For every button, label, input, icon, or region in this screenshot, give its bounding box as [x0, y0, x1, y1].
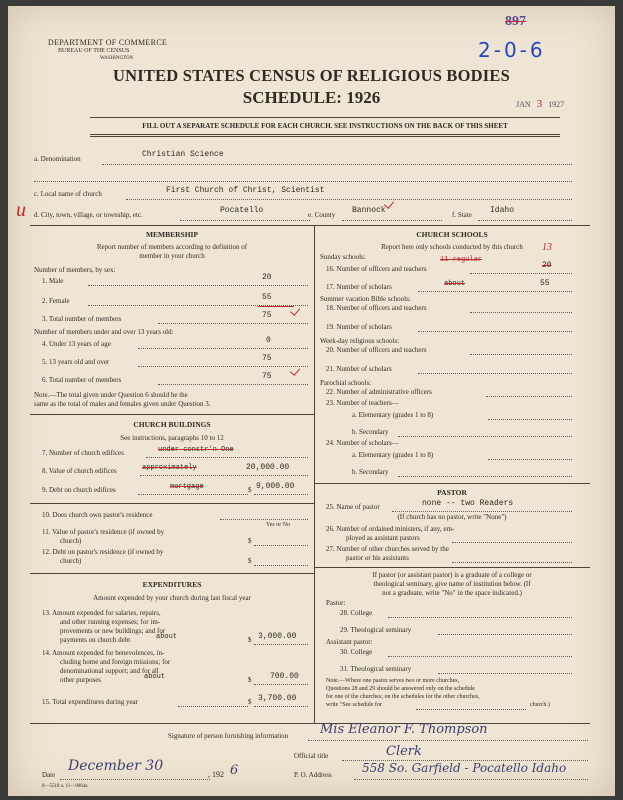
state-label: f. State [452, 211, 472, 219]
sunday-note: 11 regular [440, 256, 483, 264]
q19-label: 19. Number of scholars [326, 323, 392, 331]
q24a-label: a. Elementary (grades 1 to 8) [352, 451, 434, 459]
q8-label: 8. Value of church edifices [42, 467, 117, 475]
official-title-label: Official title [294, 752, 329, 760]
address-value: 558 So. Garfield - Pocatello Idaho [362, 761, 567, 775]
address-label: P. O. Address [294, 771, 332, 779]
q13-dollar: $ [248, 636, 252, 644]
q5-label: 5. 13 years old and over [42, 358, 110, 366]
schools-intro: Report here only schools conducted by this church [381, 243, 523, 251]
county-value: Bannock [352, 206, 386, 215]
q23-label: 23. Number of teachers— [326, 399, 399, 407]
q1-value: 20 [262, 273, 272, 282]
state-value: Idaho [490, 206, 515, 215]
q11-label-1: 11. Value of pastor's residence (if owned by [42, 528, 165, 536]
q13-line-3: provements or new buildings; and for [60, 627, 166, 635]
q14-note: about [144, 673, 166, 681]
q14-amount: 700.00 [270, 672, 299, 681]
signature-label: Signature of person furnishing information [168, 732, 289, 740]
membership-intro-1: Report number of members according to definition of [96, 243, 248, 251]
q30-label: 30. College [340, 648, 373, 656]
q9-amount: 9,000.00 [256, 482, 295, 491]
pastor-note-3: for one of the churches; on the schedules for the other churches, [326, 694, 480, 700]
received-date-stamp: JAN 3 1927 [516, 98, 565, 110]
pastor-note-end: church.) [530, 702, 550, 708]
expenditures-intro: Amount expended by your church during last fiscal year [93, 594, 251, 602]
q7-label: 7. Number of church edifices [42, 449, 124, 457]
year-digit: 6 [230, 763, 239, 778]
official-title-value: Clerk [386, 744, 422, 759]
schools-heading: CHURCH SCHOOLS [416, 230, 488, 239]
q3-value: 75 [262, 311, 272, 320]
by-sex-label: Number of members, by sex: [34, 266, 116, 274]
pastor-heading: PASTOR [437, 488, 467, 497]
q14-dollar: $ [248, 676, 252, 684]
weekday-label: Week-day religious schools: [320, 337, 400, 345]
parochial-label: Parochial schools: [320, 379, 372, 387]
sunday-label: Sunday schools: [320, 253, 366, 261]
q23a-label: a. Elementary (grades 1 to 8) [352, 411, 434, 419]
q15-dollar: $ [248, 698, 252, 706]
q9-label: 9. Debt on church edifices [42, 486, 116, 494]
print-code: 8—5518 a. 11—9064a [42, 784, 88, 789]
q9-dollar: $ [248, 486, 252, 494]
bureau-label: BUREAU OF THE CENSUS [58, 48, 130, 54]
q14-line-2: cluding home and foreign missions; for [60, 658, 171, 666]
q2-label: 2. Female [42, 297, 70, 305]
q5-value: 75 [262, 354, 272, 363]
q2-value: 55 [262, 293, 272, 302]
date-label: Date [42, 771, 56, 779]
q18-label: 18. Number of officers and teachers [326, 304, 427, 312]
q14-line-3: denominational support; and for all [60, 667, 159, 675]
q23b-label: b. Secondary [352, 428, 389, 436]
q13-line-2: and other running expenses; for im- [60, 618, 161, 626]
q26-label-1: 26. Number of ordained ministers, if any, em- [326, 525, 455, 533]
q8-amount: 20,000.00 [246, 463, 290, 472]
form-number: 897 [505, 14, 526, 29]
seminary-text-3: not a graduate, write "No" in the space indicated.) [382, 589, 522, 597]
q13-line-1: 13. Amount expended for salaries, repairs, [42, 609, 161, 617]
year-prefix: , 192 [208, 770, 224, 779]
q9-note: mortgage [170, 483, 204, 491]
seminary-text-2: theological seminary, give name of institution below. (If [373, 580, 531, 588]
q16-label: 16. Number of officers and teachers [326, 265, 427, 273]
signature-value: Mis Eleanor F. Thompson [320, 722, 488, 737]
q29-label: 29. Theological seminary [340, 626, 412, 634]
pastor-note-1: Note.—Where one pastor serves two or more churches, [326, 678, 460, 684]
q6-label: 6. Total number of members [42, 376, 122, 384]
age-label: Number of members under and over 13 years old: [34, 328, 174, 336]
membership-intro-2: member in your church [139, 252, 205, 260]
q15-amount: 3,700.00 [258, 694, 297, 703]
q31-label: 31. Theological seminary [340, 665, 412, 673]
q4-label: 4. Under 13 years of age [42, 340, 111, 348]
census-schedule-sheet [8, 6, 615, 796]
q24b-label: b. Secondary [352, 468, 389, 476]
q24-label: 24. Number of scholars— [326, 439, 399, 447]
asst-pastor-label: Assistant pastor: [326, 638, 373, 646]
church-name-value: First Church of Christ, Scientist [166, 186, 325, 195]
buildings-intro: See instructions, paragraphs 10 to 12 [120, 434, 224, 442]
department-label: DEPARTMENT OF COMMERCE [48, 38, 168, 47]
q6-value: 75 [262, 372, 272, 381]
date-value: December 30 [68, 758, 164, 774]
blue-handwritten-number: 2-0-6 [478, 38, 546, 62]
q11-dollar: $ [248, 537, 252, 545]
membership-note-2: same as the total of males and females given under Question 3. [34, 400, 211, 408]
margin-mark: u [16, 199, 26, 221]
buildings-heading: CHURCH BUILDINGS [133, 420, 211, 429]
q17-note: about [444, 280, 466, 288]
schedule-title: SCHEDULE: 1926 [242, 88, 381, 107]
denomination-label: a. Denomination [34, 155, 81, 163]
city-value: Pocatello [220, 206, 264, 215]
city-label-field: d. City, town, village, or township, etc. [34, 211, 143, 219]
q27-label-1: 27. Number of other churches served by the [326, 545, 449, 553]
q26-label-2: ployed as assistant pastors [346, 534, 420, 542]
q14-line-4: other purposes [60, 676, 102, 684]
q3-label: 3. Total number of members [42, 315, 122, 323]
q16-correction: 13 [542, 242, 552, 253]
q12-label-1: 12. Debt on pastor's residence (if owned by [42, 548, 164, 556]
pastor-label: Pastor: [326, 599, 346, 607]
q25-value: none -- two Readers [422, 499, 514, 508]
seminary-text-1: If pastor (or assistant pastor) is a graduate of a college or [372, 571, 532, 579]
q10-label: 10. Does church own pastor's residence [42, 511, 153, 519]
q15-label: 15. Total expenditures during year [42, 698, 138, 706]
pastor-note-4: write "See schedule for [326, 702, 382, 708]
q14-line-1: 14. Amount expended for benevolences, in- [42, 649, 165, 657]
q20-label: 20. Number of officers and teachers [326, 346, 427, 354]
q25-label: 25. Name of pastor [326, 503, 380, 511]
form-title: UNITED STATES CENSUS OF RELIGIOUS BODIES [113, 66, 510, 85]
expenditures-heading: EXPENDITURES [142, 580, 202, 589]
county-label: e. County [308, 211, 336, 219]
city-label: WASHINGTON [100, 56, 134, 61]
membership-note-1: Note.—The total given under Question 6 should be the [34, 391, 188, 399]
denomination-value: Christian Science [142, 150, 224, 159]
q1-label: 1. Male [42, 277, 64, 285]
q13-note: about [156, 633, 178, 641]
q8-note: approximately [142, 464, 197, 472]
q11-label-2: church) [60, 537, 82, 545]
q17-value: 55 [540, 279, 550, 288]
q4-value: 0 [266, 336, 271, 345]
q21-label: 21. Number of scholars [326, 365, 392, 373]
q16-value: 20 [542, 261, 552, 270]
q12-label-2: church) [60, 557, 82, 565]
q25-hint: (If church has no pastor, write "None") [397, 513, 507, 521]
membership-heading: MEMBERSHIP [145, 230, 199, 239]
instruction-banner: FILL OUT A SEPARATE SCHEDULE FOR EACH CHURCH. SEE INSTRUCTIONS ON THE BACK OF THIS SHEET [142, 122, 508, 130]
vacation-label: Summer vacation Bible schools: [320, 295, 411, 303]
q28-label: 28. College [340, 609, 373, 617]
q17-label: 17. Number of scholars [326, 283, 392, 291]
q22-label: 22. Number of administrative officers [326, 388, 432, 396]
yes-no-hint: Yes or No [266, 522, 291, 528]
q12-dollar: $ [248, 557, 252, 565]
q13-amount: 3,000.00 [258, 632, 297, 641]
pastor-note-2: Questions 28 and 29 should be answered only on the schedule [326, 686, 475, 692]
church-name-label: c. Local name of church [34, 190, 102, 198]
q7-value: under constr'n One [158, 446, 234, 454]
q13-line-4: payments on church debt [60, 636, 131, 644]
q27-label-2: pastor or his assistants [346, 554, 409, 562]
